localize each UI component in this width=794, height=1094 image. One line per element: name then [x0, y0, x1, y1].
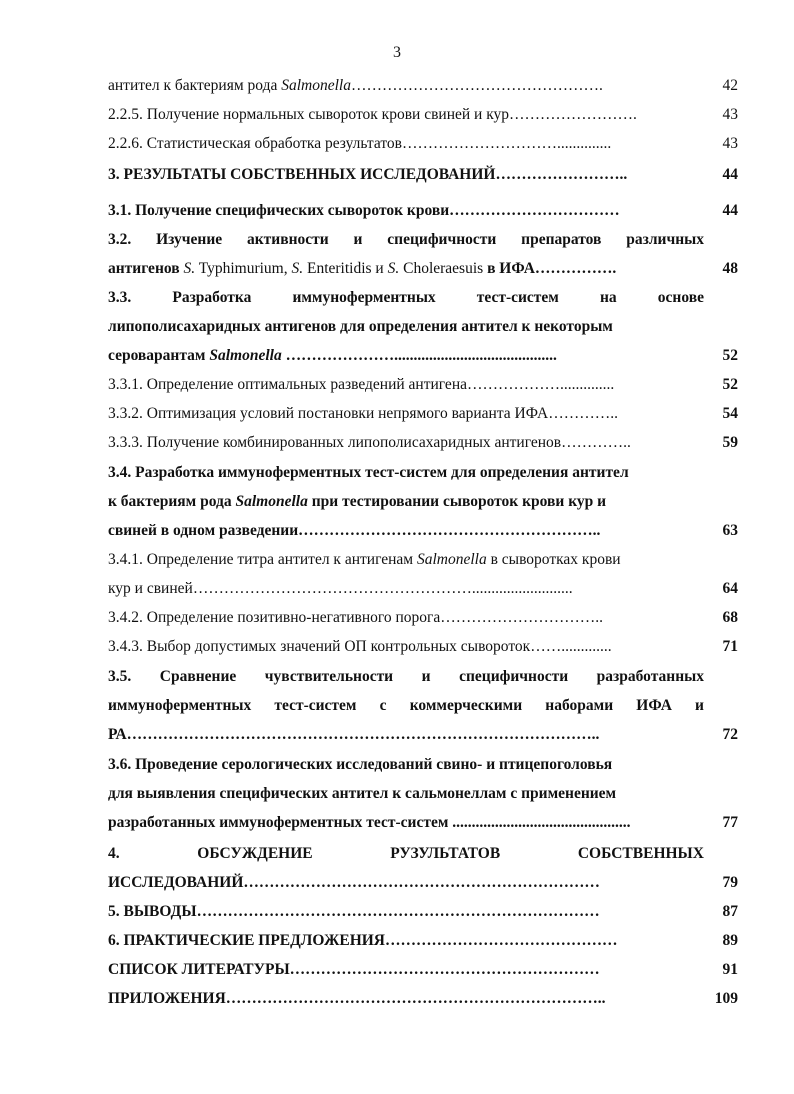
toc-entry: 3.3. Разработка иммуноферментных тест-систем на основе — [108, 289, 704, 306]
toc-page: 71 — [722, 638, 738, 655]
toc-page: 63 — [722, 522, 738, 539]
toc-entry: 2.2.6. Статистическая обработка результатов………………………….............. 43 — [108, 132, 738, 156]
toc-entry: 3.4. Разработка иммуноферментных тест-систем для определения антител — [108, 464, 629, 481]
page-number: 3 — [393, 44, 401, 61]
toc-page: 77 — [722, 814, 738, 831]
toc-entry: 3.1. Получение специфических сывороток крови…………………………… 44 — [108, 199, 738, 223]
toc-entry: 3.5. Сравнение чувствительности и специфичности разработанных — [108, 668, 704, 685]
toc-entry: 3.3.3. Получение комбинированных липополисахаридных антигенов………….. 59 — [108, 431, 738, 455]
toc-page: 109 — [714, 990, 738, 1007]
toc-entry: для выявления специфических антител к сальмонеллам с применением — [108, 785, 617, 802]
toc-entry: РА……………………………………………………………………………….. 72 — [108, 723, 738, 747]
toc-entry: к бактериям рода Salmonella при тестировании сывороток крови кур и — [108, 493, 607, 510]
toc-page: 79 — [722, 874, 738, 891]
toc-page: 87 — [722, 903, 738, 920]
toc-entry: липополисахаридных антигенов для определения антител к некоторым — [108, 318, 613, 335]
toc-entry: 3.4.3. Выбор допустимых значений ОП контрольных сывороток……............. 71 — [108, 635, 738, 659]
toc-entry: свиней в одном разведении………………………………………………….. 63 — [108, 519, 738, 543]
toc-page: 72 — [722, 726, 738, 743]
toc-page: 64 — [722, 580, 738, 597]
toc-page: 44 — [722, 166, 738, 183]
toc-page: 59 — [722, 434, 738, 451]
toc-page: 68 — [722, 609, 738, 626]
toc-page: 91 — [722, 961, 738, 978]
toc-page: 43 — [722, 135, 738, 152]
toc-entry: антигенов S. Typhimurium, S. Enteritidis и S. Choleraesuis в ИФА……………. 48 — [108, 257, 738, 281]
toc-entry: 3.2. Изучение активности и специфичности препаратов различных — [108, 231, 704, 248]
toc-page: 52 — [722, 376, 738, 393]
toc-entry: 3.4.2. Определение позитивно-негативного порога………………………….. 68 — [108, 606, 738, 630]
toc-entry: антител к бактериям рода Salmonella…………………………………………. 42 — [108, 74, 738, 98]
toc-page: 54 — [722, 405, 738, 422]
toc-entry: 5. ВЫВОДЫ…………………………………………………………………… 87 — [108, 900, 738, 924]
toc-entry: 3.3.2. Оптимизация условий постановки непрямого варианта ИФА………….. 54 — [108, 402, 738, 426]
toc-entry: ПРИЛОЖЕНИЯ……………………………………………………………….. 109 — [108, 987, 738, 1011]
toc-entry: 3.4.1. Определение титра антител к антигенам Salmonella в сыворотках крови — [108, 551, 621, 568]
toc-entry: сероварантам Salmonella ………………….......................................... 52 — [108, 344, 738, 368]
toc-entry: 6. ПРАКТИЧЕСКИЕ ПРЕДЛОЖЕНИЯ……………………………………… 89 — [108, 929, 738, 953]
toc-page: 43 — [722, 106, 738, 123]
toc-entry: ИССЛЕДОВАНИЙ…………………………………………………………… 79 — [108, 871, 738, 895]
toc-page: 52 — [722, 347, 738, 364]
toc-page: 48 — [722, 260, 738, 277]
toc-page: 42 — [722, 77, 738, 94]
toc-entry: иммуноферментных тест-систем с коммерческими наборами ИФА и — [108, 697, 704, 714]
toc-entry: СПИСОК ЛИТЕРАТУРЫ…………………………………………………… 91 — [108, 958, 738, 982]
toc-page: 44 — [722, 202, 738, 219]
toc-entry: 2.2.5. Получение нормальных сывороток крови свиней и кур……………………. 43 — [108, 103, 738, 127]
toc-entry: 3. РЕЗУЛЬТАТЫ СОБСТВЕННЫХ ИССЛЕДОВАНИЙ…………………….. 44 — [108, 163, 738, 187]
toc-entry: 3.6. Проведение серологических исследований свино- и птицепоголовья — [108, 756, 613, 773]
toc-entry: разработанных иммуноферментных тест-систем .............................................. 77 — [108, 811, 738, 835]
toc-entry: кур и свиней……………………………………………….......................... 64 — [108, 577, 738, 601]
toc-entry: 4. ОБСУЖДЕНИЕ РУЗУЛЬТАТОВ СОБСТВЕННЫХ — [108, 845, 704, 862]
toc-entry: 3.3.1. Определение оптимальных разведений антигена……………….............. 52 — [108, 373, 738, 397]
toc-page: 89 — [722, 932, 738, 949]
